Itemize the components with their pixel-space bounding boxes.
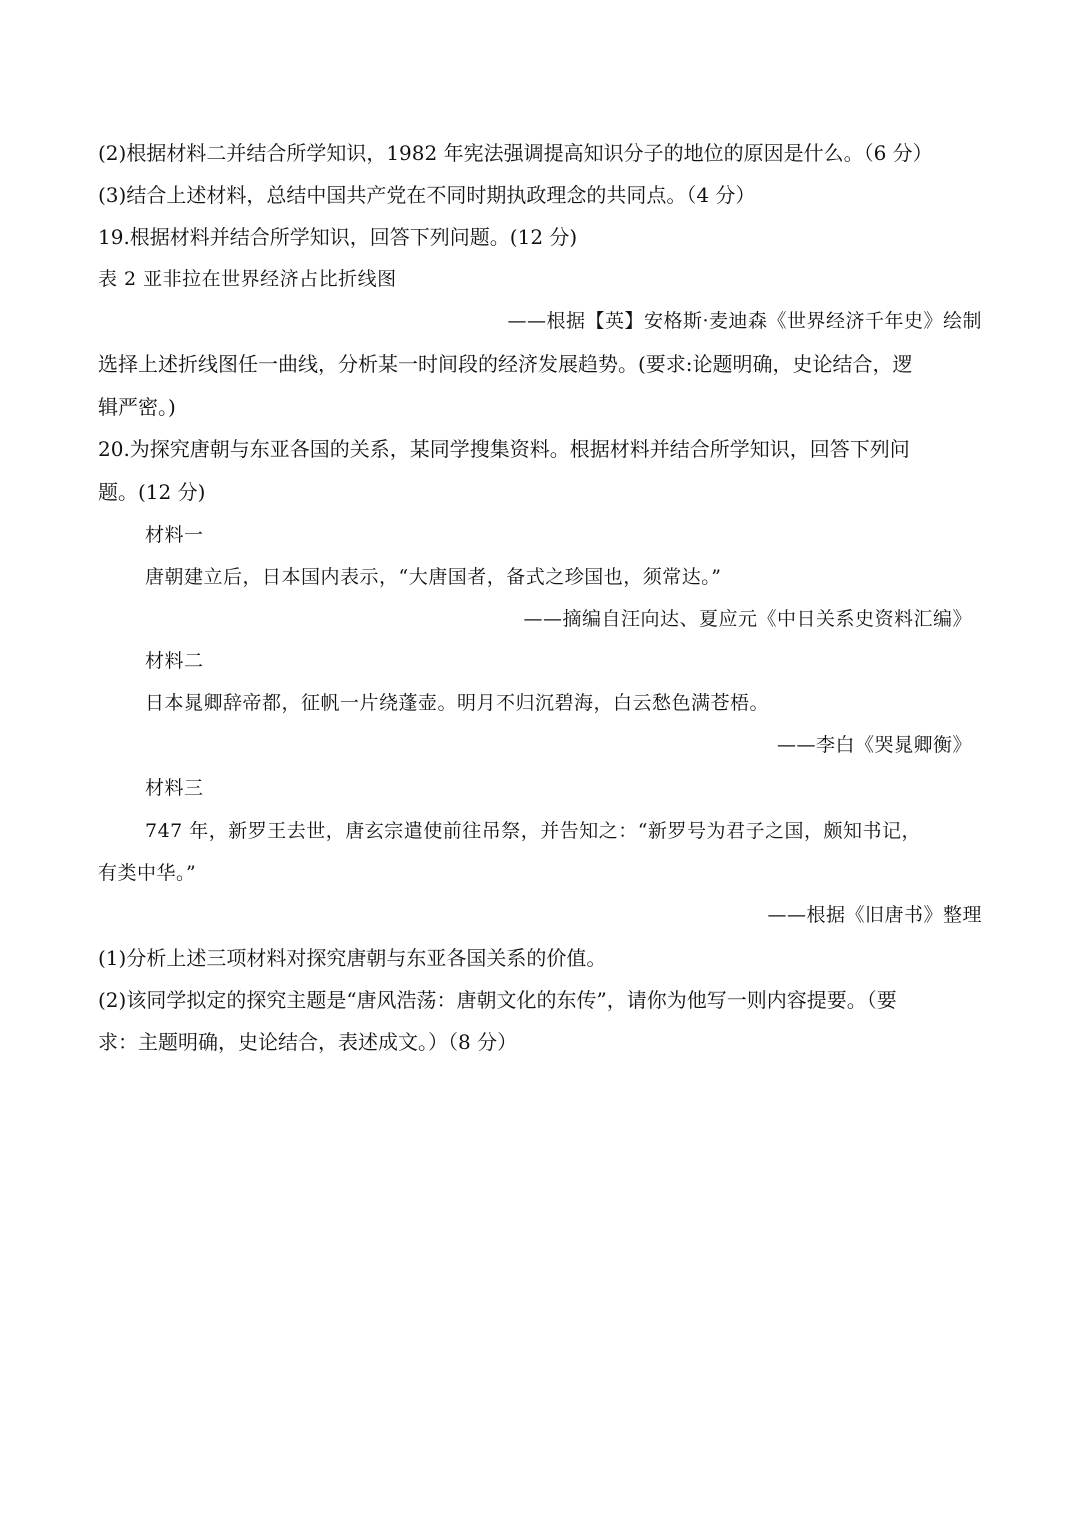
material-3-source: ——根据《旧唐书》整理 — [767, 904, 982, 926]
question-20-title-line-2: 题。(12 分) — [98, 480, 206, 504]
question-18-2: (2)根据材料二并结合所学知识，1982 年宪法强调提高知识分子的地位的原因是什么。（6 分） — [98, 141, 933, 165]
question-19-source: ——根据【英】安格斯·麦迪森《世界经济千年史》绘制 — [507, 310, 982, 332]
material-1-source: ——摘编自汪向达、夏应元《中日关系史资料汇编》 — [523, 608, 972, 630]
question-19-title: 19.根据材料并结合所学知识，回答下列问题。(12 分) — [98, 225, 578, 249]
material-2-title: 材料二 — [145, 650, 204, 672]
question-19-task-line-1: 选择上述折线图任一曲线，分析某一时间段的经济发展趋势。(要求:论题明确，史论结合，逻 — [98, 352, 913, 376]
material-3-title: 材料三 — [145, 777, 204, 799]
question-19-table-caption: 表 2 亚非拉在世界经济占比折线图 — [98, 268, 397, 290]
material-2-text: 日本晁卿辞帝都，征帆一片绕蓬壶。明月不归沉碧海，白云愁色满苍梧。 — [145, 692, 770, 714]
material-1-text: 唐朝建立后，日本国内表示，“大唐国者，备式之珍国也，须常达。” — [145, 566, 722, 588]
question-20-title-line-1: 20.为探究唐朝与东亚各国的关系，某同学搜集资料。根据材料并结合所学知识，回答下列问 — [98, 437, 910, 461]
question-20-2-line-1: (2)该同学拟定的探究主题是“唐风浩荡：唐朝文化的东传”，请你为他写一则内容提要。（要 — [98, 988, 897, 1012]
question-20-1: (1)分析上述三项材料对探究唐朝与东亚各国关系的价值。 — [98, 946, 607, 970]
question-18-3: (3)结合上述材料，总结中国共产党在不同时期执政理念的共同点。（4 分） — [98, 183, 756, 207]
material-3-text-line-1: 747 年，新罗王去世，唐玄宗遣使前往吊祭，并告知之：“新罗号为君子之国，颇知书记， — [145, 820, 922, 842]
question-19-task-line-2: 辑严密。) — [98, 395, 176, 419]
question-20-2-line-2: 求：主题明确，史论结合，表述成文。）（8 分） — [98, 1030, 518, 1054]
material-1-title: 材料一 — [145, 524, 204, 546]
material-3-text-line-2: 有类中华。” — [98, 862, 197, 884]
material-2-source: ——李白《哭晁卿衡》 — [776, 734, 972, 756]
